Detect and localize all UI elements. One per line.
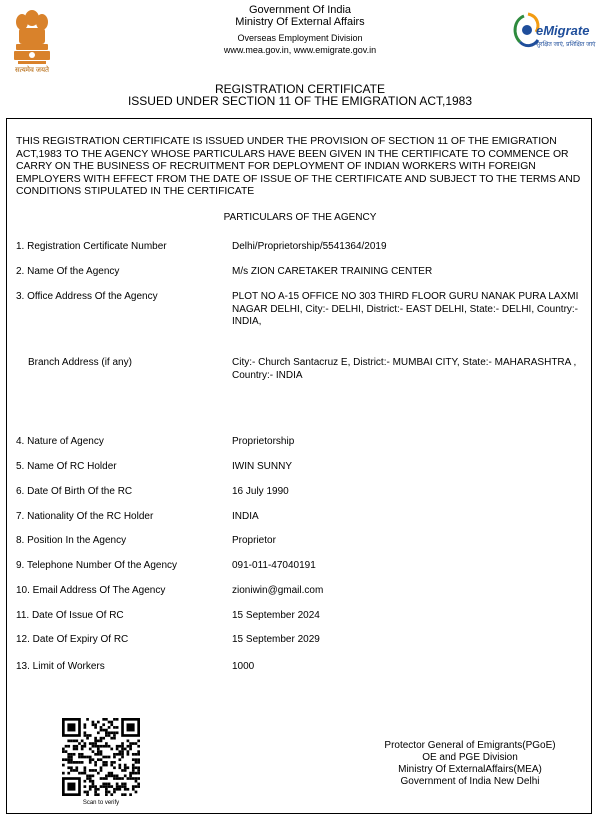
division-name: Overseas Employment Division <box>237 33 363 43</box>
ministry-name: Ministry Of External Affairs <box>235 16 365 28</box>
signatory-ministry: Ministry Of ExternalAffairs(MEA) <box>398 764 542 775</box>
document-header <box>0 0 600 80</box>
row-label-email: 10. Email Address Of The Agency <box>16 585 166 596</box>
signatory-title: Protector General of Emigrants(PGoE) <box>384 740 556 751</box>
certificate-title: REGISTRATION CERTIFICATE <box>214 82 385 96</box>
emigrate-tagline: सुरक्षित जाएं, प्रशिक्षित जाएं <box>536 42 596 48</box>
row-value-rc-number: Delhi/Proprietorship/5541364/2019 <box>232 241 387 252</box>
government-name: Government Of India <box>248 4 352 16</box>
qr-code-icon[interactable] <box>62 718 140 796</box>
particulars-heading: PARTICULARS OF THE AGENCY <box>223 212 377 223</box>
row-value-email: zioniwin@gmail.com <box>232 585 324 596</box>
row-value-worker-limit: 1000 <box>232 661 255 672</box>
row-label-dob: 6. Date Of Birth Of the RC <box>16 486 133 497</box>
signatory-division: OE and PGE Division <box>422 752 518 763</box>
website-links: www.mea.gov.in, www.emigrate.gov.in <box>223 45 377 55</box>
row-value-agency-name: M/s ZION CARETAKER TRAINING CENTER <box>232 266 433 277</box>
row-value-rc-holder: IWIN SUNNY <box>232 461 292 472</box>
row-label-position: 8. Position In the Agency <box>16 535 127 546</box>
row-value-expiry-date: 15 September 2029 <box>232 634 320 645</box>
row-value-nature: Proprietorship <box>232 436 295 447</box>
row-label-agency-name: 2. Name Of the Agency <box>16 266 120 277</box>
row-label-expiry-date: 12. Date Of Expiry Of RC <box>16 634 129 645</box>
row-label-nature: 4. Nature of Agency <box>16 436 104 447</box>
qr-caption: Scan to verify <box>82 800 120 806</box>
row-value-nationality: INDIA <box>232 511 259 522</box>
row-label-issue-date: 11. Date Of Issue Of RC <box>16 610 124 621</box>
row-label-rc-number: 1. Registration Certificate Number <box>16 241 167 252</box>
row-label-telephone: 9. Telephone Number Of the Agency <box>16 560 178 571</box>
row-value-position: Proprietor <box>232 535 276 546</box>
emigrate-logo-text: eMigrate <box>536 23 590 38</box>
signatory-government: Government of India New Delhi <box>400 776 540 787</box>
row-value-office-address: PLOT NO A-15 OFFICE NO 303 THIRD FLOOR GURU NANAK PURA LAXMI NAGAR DELHI, City:- DELHI, District:- EAST DELHI, State:- DELHI, Country:- INDIA, <box>232 291 579 327</box>
row-label-branch-address: Branch Address (if any) <box>28 357 132 368</box>
row-label-office-address: 3. Office Address Of the Agency <box>16 291 158 302</box>
certificate-subtitle: ISSUED UNDER SECTION 11 OF THE EMIGRATION ACT,1983 <box>127 94 473 108</box>
row-label-nationality: 7. Nationality Of the RC Holder <box>16 511 154 522</box>
emblem-caption: सत्यमेव जयते <box>14 67 50 74</box>
row-label-rc-holder: 5. Name Of RC Holder <box>16 461 117 472</box>
row-value-telephone: 091-011-47040191 <box>232 560 316 571</box>
row-value-issue-date: 15 September 2024 <box>232 610 320 621</box>
row-label-worker-limit: 13. Limit of Workers <box>16 661 105 672</box>
certificate-intro-text: THIS REGISTRATION CERTIFICATE IS ISSUED UNDER THE PROVISION OF SECTION 11 OF THE EMIGRATION ACT,1983 TO THE AGENCY WHOSE PARTICULARS HAVE BEEN GIVEN IN THE CERTIFICATE TO COMMENCE OR CARRY ON THE BUSINESS OF RECRUITMENT FOR DEPLOYMENT OF INDIAN WORKERS WITH FOREIGN EMPLOYERS WITH EFFECT FROM THE DATE OF ISSUE OF THE CERTIFICATE AND SUBJECT TO THE TERMS AND CONDITIONS STIPULATED IN THE CERTIFICATE <box>16 136 581 197</box>
row-value-branch-address: City:- Church Santacruz E, District:- MUMBAI CITY, State:- MAHARASHTRA , Country:- INDIA <box>232 357 577 381</box>
row-value-dob: 16 July 1990 <box>232 486 289 497</box>
